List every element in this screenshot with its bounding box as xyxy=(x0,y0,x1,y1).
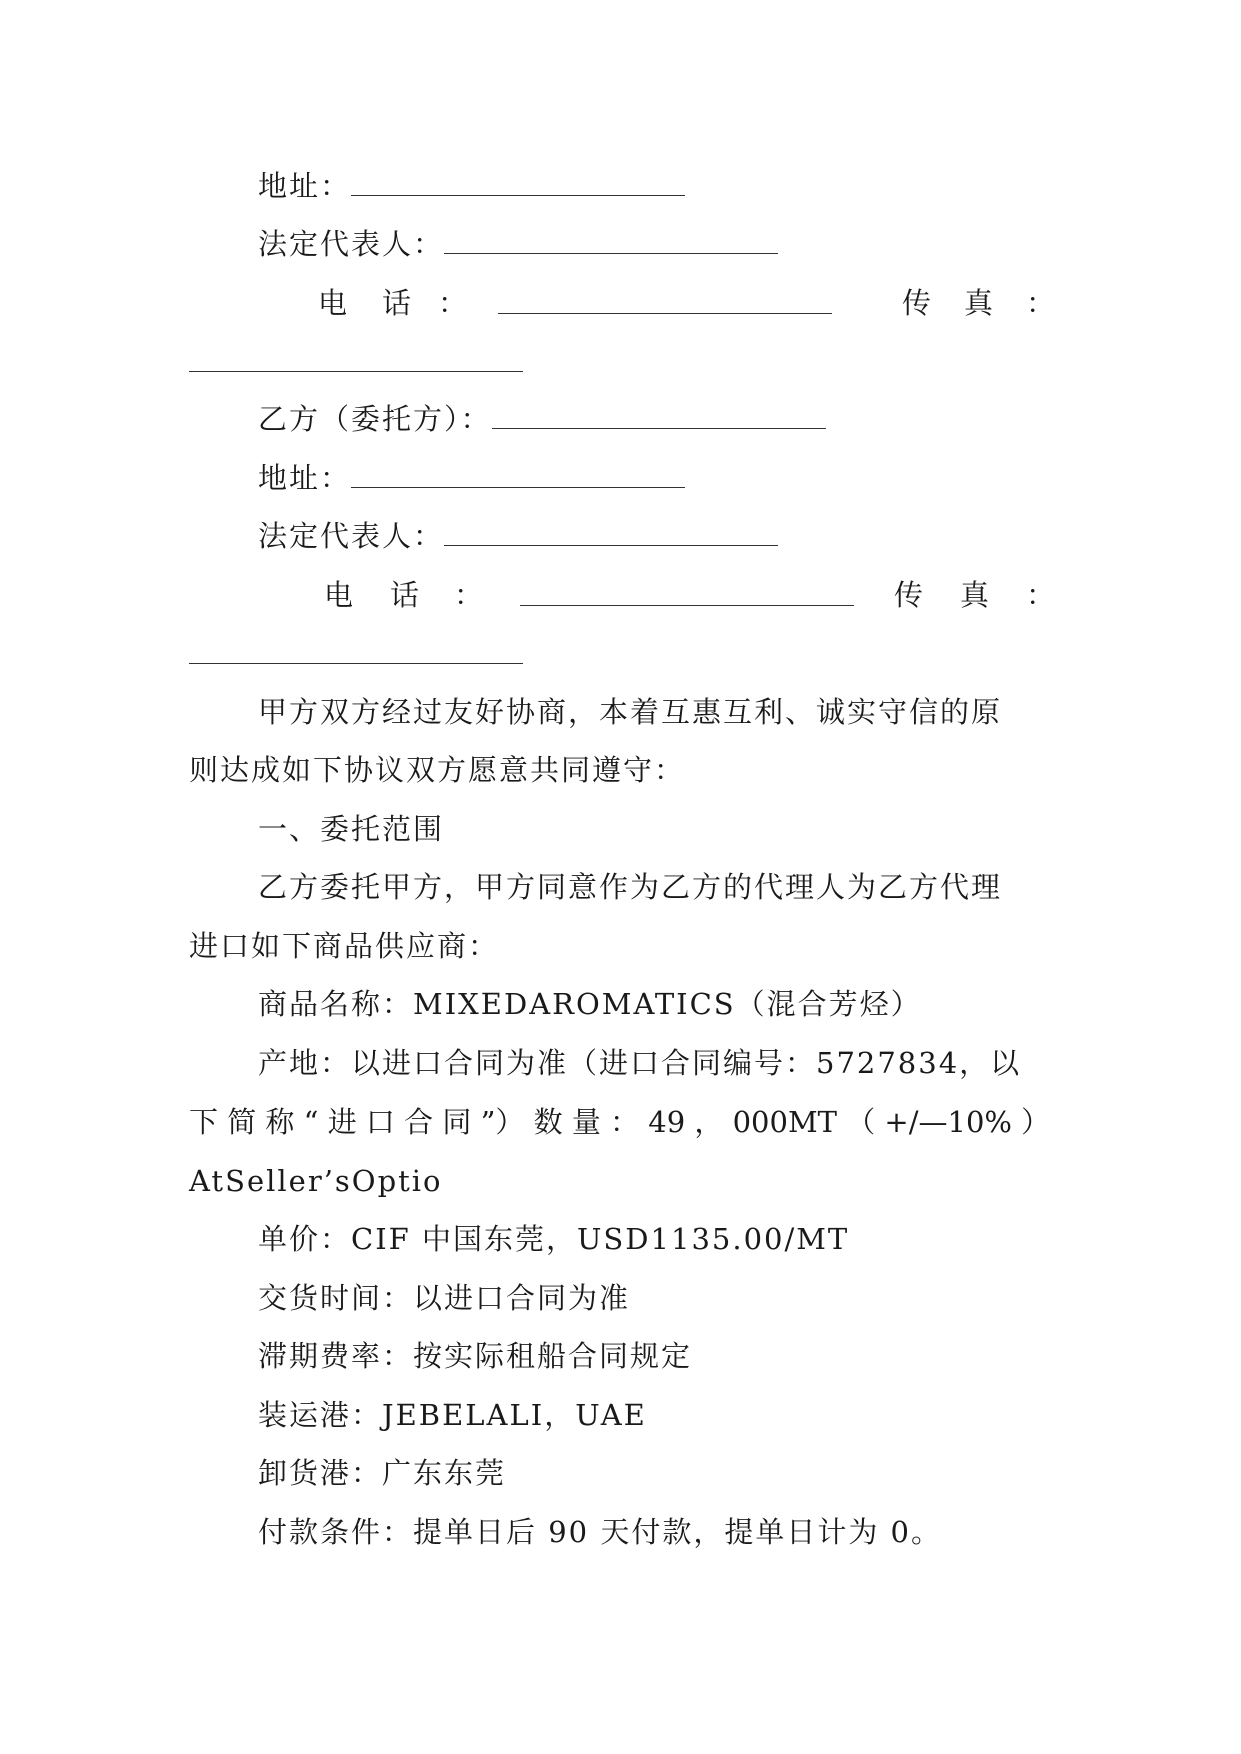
party-b-phone-blank[interactable] xyxy=(520,579,854,606)
payment-terms: 付款条件：提单日后 90 天付款，提单日计为 0。 xyxy=(258,1515,943,1549)
party-a-fax-colon: ： xyxy=(1026,286,1056,320)
party-b-rep-label: 法定代表人： xyxy=(258,519,445,553)
party-b-fax-colon: ： xyxy=(1026,578,1056,612)
party-a-rep-label: 法定代表人： xyxy=(258,227,445,261)
party-a-fax-label-2: 真 xyxy=(964,286,994,320)
party-b-address-label: 地址： xyxy=(258,461,352,495)
party-a-fax-label-1: 传 xyxy=(902,286,932,320)
party-a-phone-colon: ： xyxy=(438,286,468,320)
discharge-port: 卸货港：广东东莞 xyxy=(258,1456,507,1490)
party-b-rep-blank[interactable] xyxy=(444,519,778,546)
delivery-time: 交货时间：以进口合同为准 xyxy=(258,1281,631,1315)
section-1-line-2: 进口如下商品供应商： xyxy=(189,929,500,963)
intro-paragraph-line-2: 则达成如下协议双方愿意共同遵守： xyxy=(189,753,686,787)
party-b-rep-row xyxy=(258,518,778,554)
loading-port: 装运港：JEBELALI，UAE xyxy=(258,1398,647,1432)
product-name: 商品名称：MIXEDAROMATICS（混合芳烃） xyxy=(258,987,922,1021)
party-b-phone-colon: ： xyxy=(454,578,484,612)
party-b-phone-label-1: 电 xyxy=(324,578,354,612)
party-b-address-blank[interactable] xyxy=(351,461,685,488)
party-a-phone-label-1: 电 xyxy=(318,286,348,320)
party-b-title-row xyxy=(258,401,826,437)
origin-line-2: 下 简 称 “ 进 口 合 同 ”） 数 量 ： 49 ， 000MT （ +/—10% ） xyxy=(189,1105,1051,1139)
party-a-phone-blank[interactable] xyxy=(498,287,832,314)
party-b-phone-label-2: 话 xyxy=(390,578,420,612)
party-b-fax-label-2: 真 xyxy=(960,578,990,612)
party-a-fax-blank[interactable] xyxy=(189,345,523,372)
party-b-address-row xyxy=(258,460,685,496)
party-a-fax-row xyxy=(189,344,523,380)
party-b-fax-label-1: 传 xyxy=(894,578,924,612)
origin-line-1: 产地：以进口合同为准（进口合同编号：5727834，以 xyxy=(258,1046,1022,1080)
section-1-title: 一、委托范围 xyxy=(258,812,445,846)
intro-paragraph-line-1: 甲方双方经过友好协商，本着互惠互利、诚实守信的原 xyxy=(258,695,1003,729)
demurrage-rate: 滞期费率：按实际租船合同规定 xyxy=(258,1339,693,1373)
origin-line-3: AtSeller’sOptio xyxy=(189,1164,443,1198)
party-b-fax-blank[interactable] xyxy=(189,637,523,664)
party-a-rep-row xyxy=(258,226,778,262)
party-b-name-blank[interactable] xyxy=(492,402,826,429)
unit-price: 单价：CIF 中国东莞，USD1135.00/MT xyxy=(258,1222,850,1256)
party-a-address-label: 地址： xyxy=(258,169,352,203)
party-b-title-label: 乙方（委托方）： xyxy=(258,402,492,436)
party-b-fax-row xyxy=(189,636,523,672)
section-1-line-1: 乙方委托甲方，甲方同意作为乙方的代理人为乙方代理 xyxy=(258,870,1003,904)
party-a-rep-blank[interactable] xyxy=(444,227,778,254)
party-a-phone-label-2: 话 xyxy=(382,286,412,320)
party-a-address-blank[interactable] xyxy=(351,169,685,196)
party-a-address-row xyxy=(258,168,685,204)
